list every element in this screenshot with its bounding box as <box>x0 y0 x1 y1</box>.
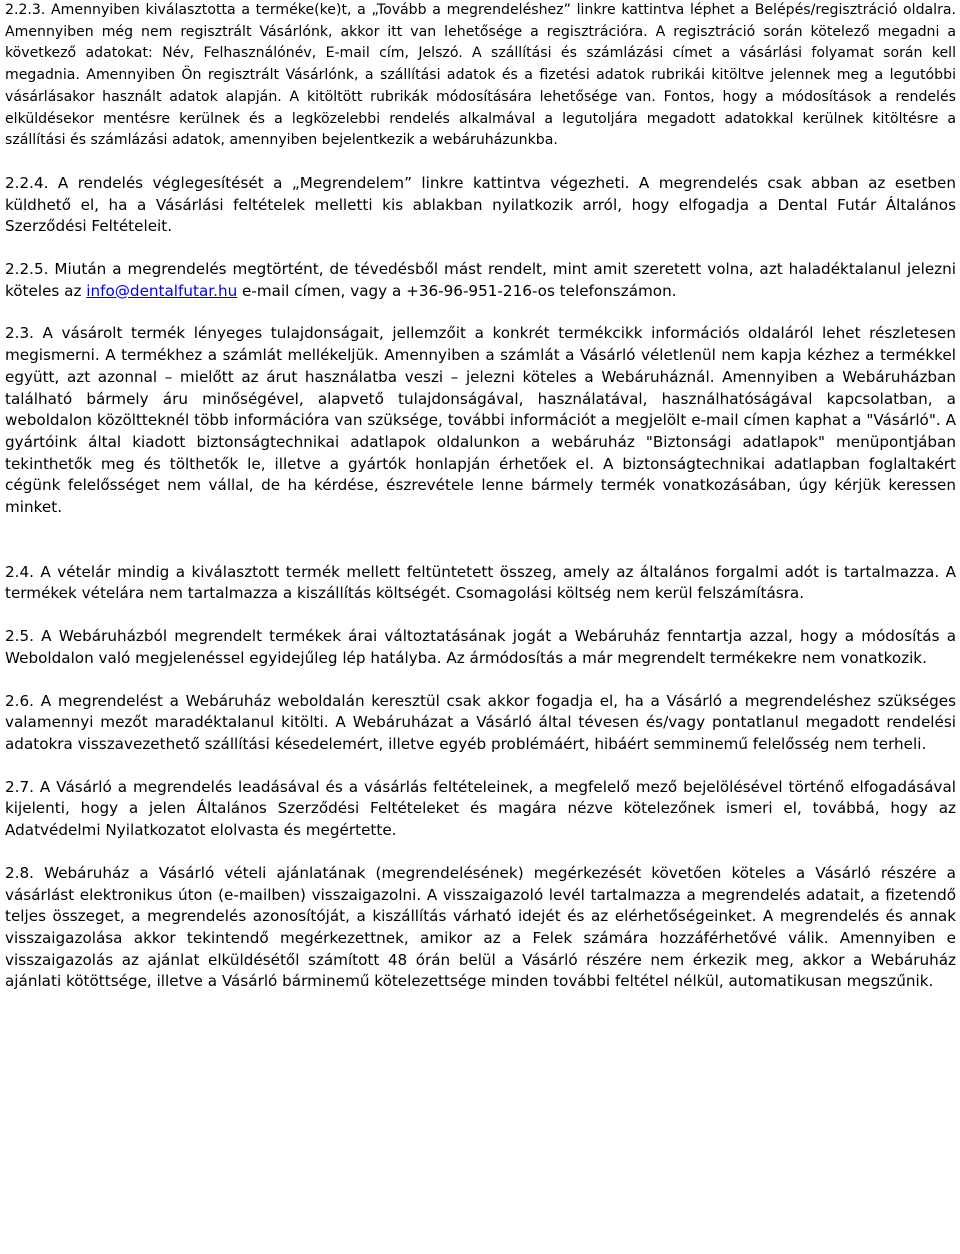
paragraph-2-2-5-text-before: 2.2.5. Miután a megrendelés megtörtént, de tévedésből mást rendelt, mint amit szeretett volna, azt haladéktalanul jelezni köteles az <box>5 260 956 300</box>
paragraph-2-7: 2.7. A Vásárló a megrendelés leadásával és a vásárlás feltételeinek, a megfelelő mező bejelölésével történő elfogadásával kijelenti, hogy a jelen Általános Szerződési Feltételeket és magára nézve kötelezőnek ismeri el, továbbá, hogy az Adatvédelmi Nyilatkozatot elolvasta és megértette. <box>5 777 956 840</box>
paragraph-2-2-5 <box>5 259 956 302</box>
paragraph-2-2-5-text-after: e-mail címen, vagy a +36-96-951-216-os telefonszámon. <box>237 281 677 300</box>
paragraph-2-3: 2.3. A vásárolt termék lényeges tulajdonságait, jellemzőit a konkrét termékcikk információs oldaláról lehet részletesen megismerni. A termékhez a számlát mellékeljük. Amennyiben a számlát a Vásárló véletlenül nem kapja kézhez a termékkel együtt, azt azonnal – mielőtt az árut használatba veszi – jelezni köteles a Webáruháznál. Amennyiben a Webáruházban található bármely áru minőségével, alapvető tulajdonságával, használatával, használhatóságával kapcsolatban, a weboldalon közöltteknél több információra van szüksége, további információt a megjelölt e-mail címen kaphat a "Vásárló". A gyártóink által kiadott biztonságtechnikai adatlapok oldalunkon a webáruház "Biztonsági adatlapok" menüpontjában tekinthetők meg és tölthetők le, illetve a gyártók honlapján érhetőek el. A biztonságtechnikai adatlapban foglaltakért cégünk felelősséget nem vállal, de ha kérdése, észrevétele lenne bármely termék vonatkozásában, úgy kérjük keressen minket. <box>5 324 956 517</box>
paragraph-spacer <box>5 605 956 626</box>
paragraph-2-2-3: 2.2.3. Amennyiben kiválasztotta a terméke(ke)t, a „Tovább a megrendeléshez” linkre kattintva léphet a Belépés/regisztráció oldalra. Amennyiben még nem regisztrált Vásárlónk, akkor itt van lehetősége a regisztrációra. A regisztráció során kötelező megadni a következő adatokat: Név, Felhasználónév, E-mail cím, Jelszó. A szállítási és számlázási címet a vásárlási folyamat során kell megadnia. Amennyiben Ön regisztrált Vásárlónk, a szállítási adatok és a fizetési adatok rubrikái kitöltve jelennek meg a legutóbbi vásárlásakor használt adatok alapján. A kitöltött rubrikák módosítására lehetősége van. Fontos, hogy a módosítások a rendelés elküldésekor mentésre kerülnek és a legközelebbi rendelés alkalmával a legutoljára megadott adatokkal kerülnek kitöltésre a szállítási és számlázási adatok, amennyiben bejelentkezik a webáruházunkba. <box>5 2 956 149</box>
paragraph-2-6: 2.6. A megrendelést a Webáruház weboldalán keresztül csak akkor fogadja el, ha a Vásárló a megrendeléshez szükséges valamennyi mezőt maradéktalanul kitölti. A Webáruházat a Vásárló által tévesen és/vagy pontatlanul megadott rendelési adatokra visszavezethető szállítási késedelemért, illetve egyéb problémáért, hibáért semminemű felelősség nem terheli. <box>5 691 956 753</box>
paragraph-spacer <box>5 238 956 259</box>
paragraph-spacer <box>5 842 956 863</box>
paragraph-spacer <box>5 756 956 777</box>
paragraph-2-4: 2.4. A vételár mindig a kiválasztott termék mellett feltüntetett összeg, amely az általános forgalmi adót is tartalmazza. A termékek vételára nem tartalmazza a kiszállítás költségét. Csomagolási költség nem kerül felszámításra. <box>5 562 956 603</box>
paragraph-spacer <box>5 670 956 691</box>
paragraph-spacer-large <box>5 519 956 562</box>
paragraph-2-2-4: 2.2.4. A rendelés véglegesítését a „Megrendelem” linkre kattintva végezheti. A megrendelés csak abban az esetben küldhető el, ha a Vásárlási feltételek melletti kis ablakban nyilatkozik arról, hogy elfogadja a Dental Futár Általános Szerződési Feltételeit. <box>5 173 956 236</box>
paragraph-2-5: 2.5. A Webáruházból megrendelt termékek árai változtatásának jogát a Webáruház fenntartja azzal, hogy a módosítás a Weboldalon való megjelenéssel egyidejűleg lép hatályba. Az ármódosítás a már megrendelt termékekre nem vonatkozik. <box>5 627 956 667</box>
paragraph-2-8: 2.8. Webáruház a Vásárló vételi ajánlatának (megrendelésének) megérkezését követően köteles a Vásárló részére a vásárlást elektronikus úton (e-mailben) visszaigazolni. A visszaigazoló levél tartalmazza a megrendelés adatait, a fizetendő teljes összeget, a megrendelés azonosítóját, a kiszállítás várható idejét és az elérhetőségeinket. A megrendelés és annak visszaigazolása akkor tekintendő megérkezettnek, amikor az a Felek számára hozzáférhetővé válik. Amennyiben e visszaigazolás az ajánlat elküldésétől számított 48 órán belül a Vásárló részére nem érkezik meg, akkor a Webáruház ajánlati kötöttsége, illetve a Vásárló bárminemű kötelezettsége minden további feltétel nélkül, automatikusan megszűnik. <box>5 863 956 991</box>
paragraph-spacer <box>5 152 956 173</box>
email-link[interactable]: info@dentalfutar.hu <box>86 281 238 300</box>
paragraph-spacer <box>5 302 956 323</box>
